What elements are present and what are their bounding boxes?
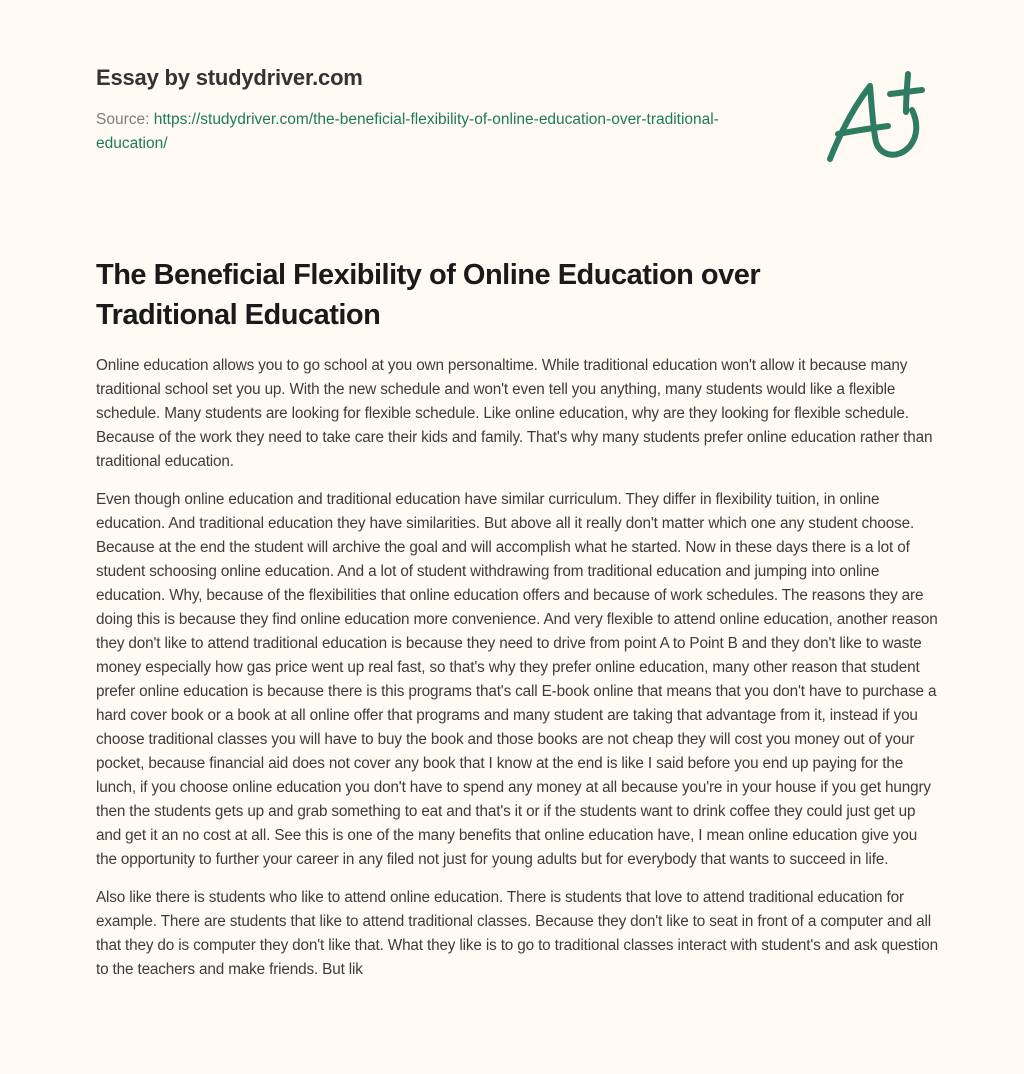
essay-paragraph: Even though online education and traditional education have similar curriculum. They differ in flexibility tuition, in online education. And traditional education they have similarities. But above all it really don't matter which one any student choose. Because at the end the student will archive the goal and will accomplish what he started. Now in these days there is a lot of student schoosing online education. And a lot of student withdrawing from traditional education and jumping into online education. Why, because of the flexibilities that online education offers and because of work schedules. The reasons they are doing this is because they find online education more convenience. And very flexible to attend online education, another reason they don't like to attend traditional education is because they need to drive from point A to Point B and they don't like to waste money especially how gas price went up real fast, so that's why they prefer online education, many other reason that student prefer online education is because there is this programs that's call E-book online that means that you don't have to purchase a hard cover book or a book at all online offer that programs and many student are taking that advantage from it, instead if you choose traditional classes you will have to buy the book and those books are not cheap they will cost you money out of your pocket, because financial aid does not cover any book that I know at the end is like I said before you end up paying for the lunch, if you choose online education you don't have to spend any money at all because you're in your house if you get hungry then the students gets up and grab something to eat and that's it or if the students want to drink coffee they could just get up and get it an no cost at all. See this is one of the many benefits that online education have, I mean online education give you the opportunity to further your career in any filed not just for young adults but for everybody that wants to succeed in life. [96,491,938,868]
essay-body [96,354,938,996]
page-header [96,62,776,156]
site-title: Essay by studydriver.com [96,65,363,90]
source-label: Source: [96,111,154,128]
source-line [96,108,776,156]
essay-title: The Beneficial Flexibility of Online Education over Traditional Education [96,259,761,331]
source-link[interactable]: https://studydriver.com/the-beneficial-flexibility-of-online-education-over-traditional-education/ [96,111,719,152]
a-plus-grade-icon [818,64,936,168]
essay-paragraph: Also like there is students who like to attend online education. There is students that love to attend traditional education for example. There are students that like to attend traditional classes. Because they don't like to seat in front of a computer and all that they do is computer they don't like that. What they like is to go to traditional classes interact with student's and ask question to the teachers and make friends. But lik [96,889,938,978]
essay-paragraph: Online education allows you to go school at you own personaltime. While traditional education won't allow it because many traditional school set you up. With the new schedule and won't even tell you anything, many students would like a flexible schedule. Many students are looking for flexible schedule. Like online education, why are they looking for flexible schedule. Because of the work they need to take care their kids and family. That's why many students prefer online education rather than traditional education. [96,357,933,470]
